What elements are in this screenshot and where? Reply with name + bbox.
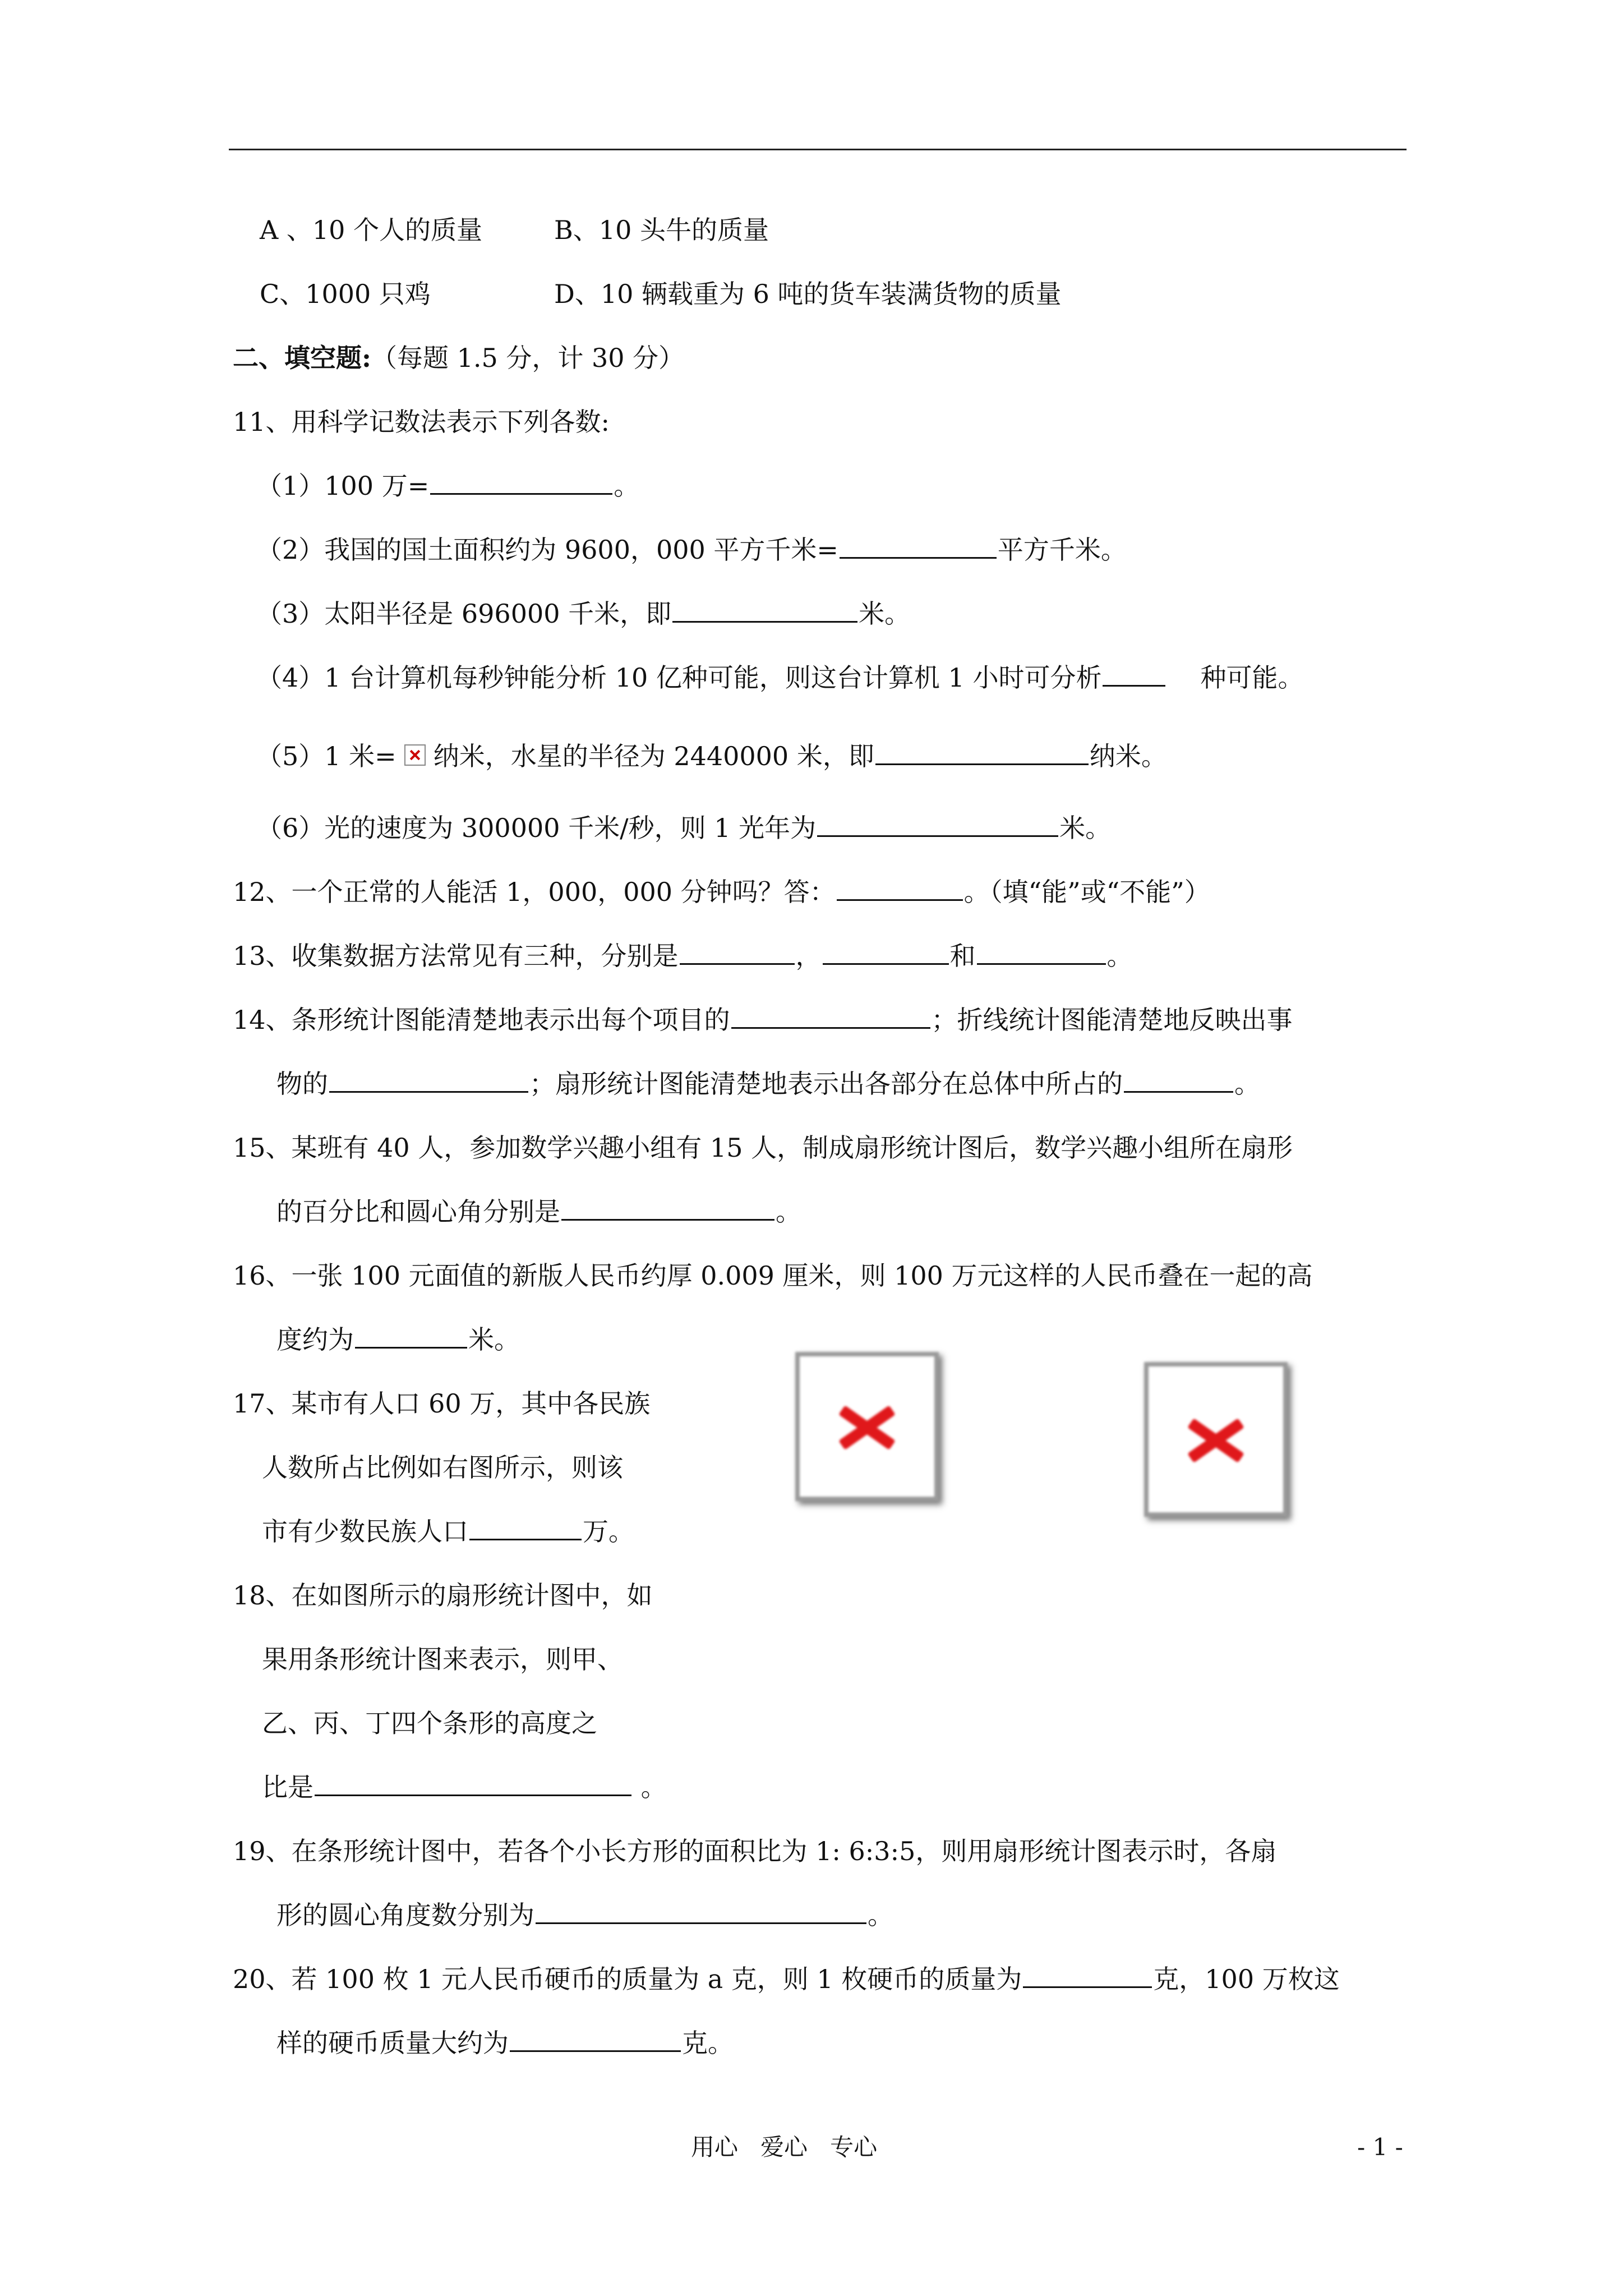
answer-blank[interactable] bbox=[672, 620, 857, 623]
question-17-line-1: 17、某市有人口 60 万，其中各民族 bbox=[233, 1388, 651, 1419]
page-number: - 1 - bbox=[1357, 2133, 1403, 2161]
question-15-line-2: 的百分比和圆心角分别是 。 bbox=[276, 1197, 801, 1227]
question-17-line-3: 市有少数民族人口 万。 bbox=[262, 1516, 634, 1547]
answer-blank[interactable] bbox=[1124, 1091, 1233, 1093]
section-note: （每题 1.5 分，计 30 分） bbox=[371, 343, 685, 373]
question-11-part-1: （1）100 万= 。 bbox=[256, 471, 640, 501]
question-19-line-2: 形的圆心角度数分别为 。 bbox=[276, 1900, 893, 1930]
question-11-part-2: （2）我国的国土面积约为 9600，000 平方千米= 平方千米。 bbox=[256, 535, 1127, 565]
header-rule bbox=[229, 149, 1407, 150]
answer-blank[interactable] bbox=[510, 2050, 681, 2052]
question-12: 12、一个正常的人能活 1，000，000 分钟吗？答： 。（填“能”或“不能”） bbox=[233, 877, 1210, 907]
red-x-icon bbox=[1185, 1409, 1247, 1470]
question-17-line-2: 人数所占比例如右图所示，则该 bbox=[262, 1452, 623, 1483]
answer-blank[interactable] bbox=[1023, 1986, 1152, 1988]
answer-blank[interactable] bbox=[355, 1346, 467, 1349]
question-18-line-3: 乙、丙、丁四个条形的高度之 bbox=[262, 1708, 597, 1738]
choice-a: A 、10 个人的质量 bbox=[260, 215, 482, 245]
red-x-icon bbox=[836, 1396, 898, 1457]
answer-blank[interactable] bbox=[469, 1538, 582, 1540]
answer-blank[interactable] bbox=[837, 899, 963, 901]
answer-blank[interactable] bbox=[875, 763, 1089, 765]
choice-d: D、10 辆载重为 6 吨的货车装满货物的质量 bbox=[554, 279, 1062, 309]
question-11-part-5: （5）1 米= 纳米，水星的半径为 2440000 米，即 纳米。 bbox=[256, 741, 1167, 771]
answer-blank[interactable] bbox=[329, 1091, 528, 1093]
question-11-part-3: （3）太阳半径是 696000 千米，即 米。 bbox=[256, 599, 911, 629]
section-title bbox=[233, 341, 684, 375]
question-15-line-1: 15、某班有 40 人，参加数学兴趣小组有 15 人，制成扇形统计图后，数学兴趣小组所在扇形 bbox=[233, 1133, 1293, 1163]
question-18-line-2: 果用条形统计图来表示，则甲、 bbox=[262, 1644, 623, 1674]
choice-b: B、10 头牛的质量 bbox=[554, 215, 769, 245]
question-11-stem: 11、用科学记数法表示下列各数: bbox=[233, 407, 610, 437]
answer-blank[interactable] bbox=[1103, 684, 1165, 687]
question-20-line-1: 20、若 100 枚 1 元人民币硬币的质量为 a 克，则 1 枚硬币的质量为 克，100 万枚这 bbox=[233, 1964, 1340, 1994]
question-20-line-2: 样的硬币质量大约为 克。 bbox=[276, 2028, 734, 2058]
answer-blank[interactable] bbox=[823, 963, 949, 965]
question-14-line-2: 物的 ；扇形统计图能清楚地表示出各部分在总体中所占的 。 bbox=[276, 1069, 1260, 1099]
answer-blank[interactable] bbox=[561, 1218, 774, 1221]
broken-image-icon bbox=[795, 1352, 939, 1501]
question-13: 13、收集数据方法常见有三种，分别是 ， 和 。 bbox=[233, 941, 1133, 971]
question-18-line-4: 比是 。 bbox=[262, 1772, 667, 1802]
question-19-line-1: 19、在条形统计图中，若各个小长方形的面积比为 1: 6:3:5，则用扇形统计图表示时，各扇 bbox=[233, 1836, 1277, 1866]
question-16-line-2: 度约为 米。 bbox=[276, 1324, 520, 1355]
broken-image-icon bbox=[1144, 1362, 1288, 1517]
answer-blank[interactable] bbox=[731, 1027, 930, 1029]
choice-c: C、1000 只鸡 bbox=[260, 279, 431, 309]
answer-blank[interactable] bbox=[430, 493, 612, 495]
question-11-part-6: （6）光的速度为 300000 千米/秒，则 1 光年为 米。 bbox=[256, 813, 1112, 843]
question-11-part-4: （4）1 台计算机每秒钟能分析 10 亿种可能，则这台计算机 1 小时可分析 种可能。 bbox=[256, 662, 1304, 693]
answer-blank[interactable] bbox=[536, 1922, 866, 1924]
question-16-line-1: 16、一张 100 元面值的新版人民币约厚 0.009 厘米，则 100 万元这样的人民币叠在一起的高 bbox=[233, 1260, 1313, 1291]
broken-image-icon bbox=[404, 744, 426, 766]
answer-blank[interactable] bbox=[315, 1794, 631, 1796]
question-14-line-1: 14、条形统计图能清楚地表示出每个项目的 ；折线统计图能清楚地反映出事 bbox=[233, 1005, 1293, 1035]
footer-motto: 用心 爱心 专心 bbox=[691, 2133, 878, 2161]
section-title-label: 二、填空题: bbox=[233, 343, 371, 373]
answer-blank[interactable] bbox=[680, 963, 795, 965]
answer-blank[interactable] bbox=[817, 835, 1058, 837]
answer-blank[interactable] bbox=[840, 556, 997, 559]
answer-blank[interactable] bbox=[977, 963, 1106, 965]
question-18-line-1: 18、在如图所示的扇形统计图中，如 bbox=[233, 1580, 653, 1611]
